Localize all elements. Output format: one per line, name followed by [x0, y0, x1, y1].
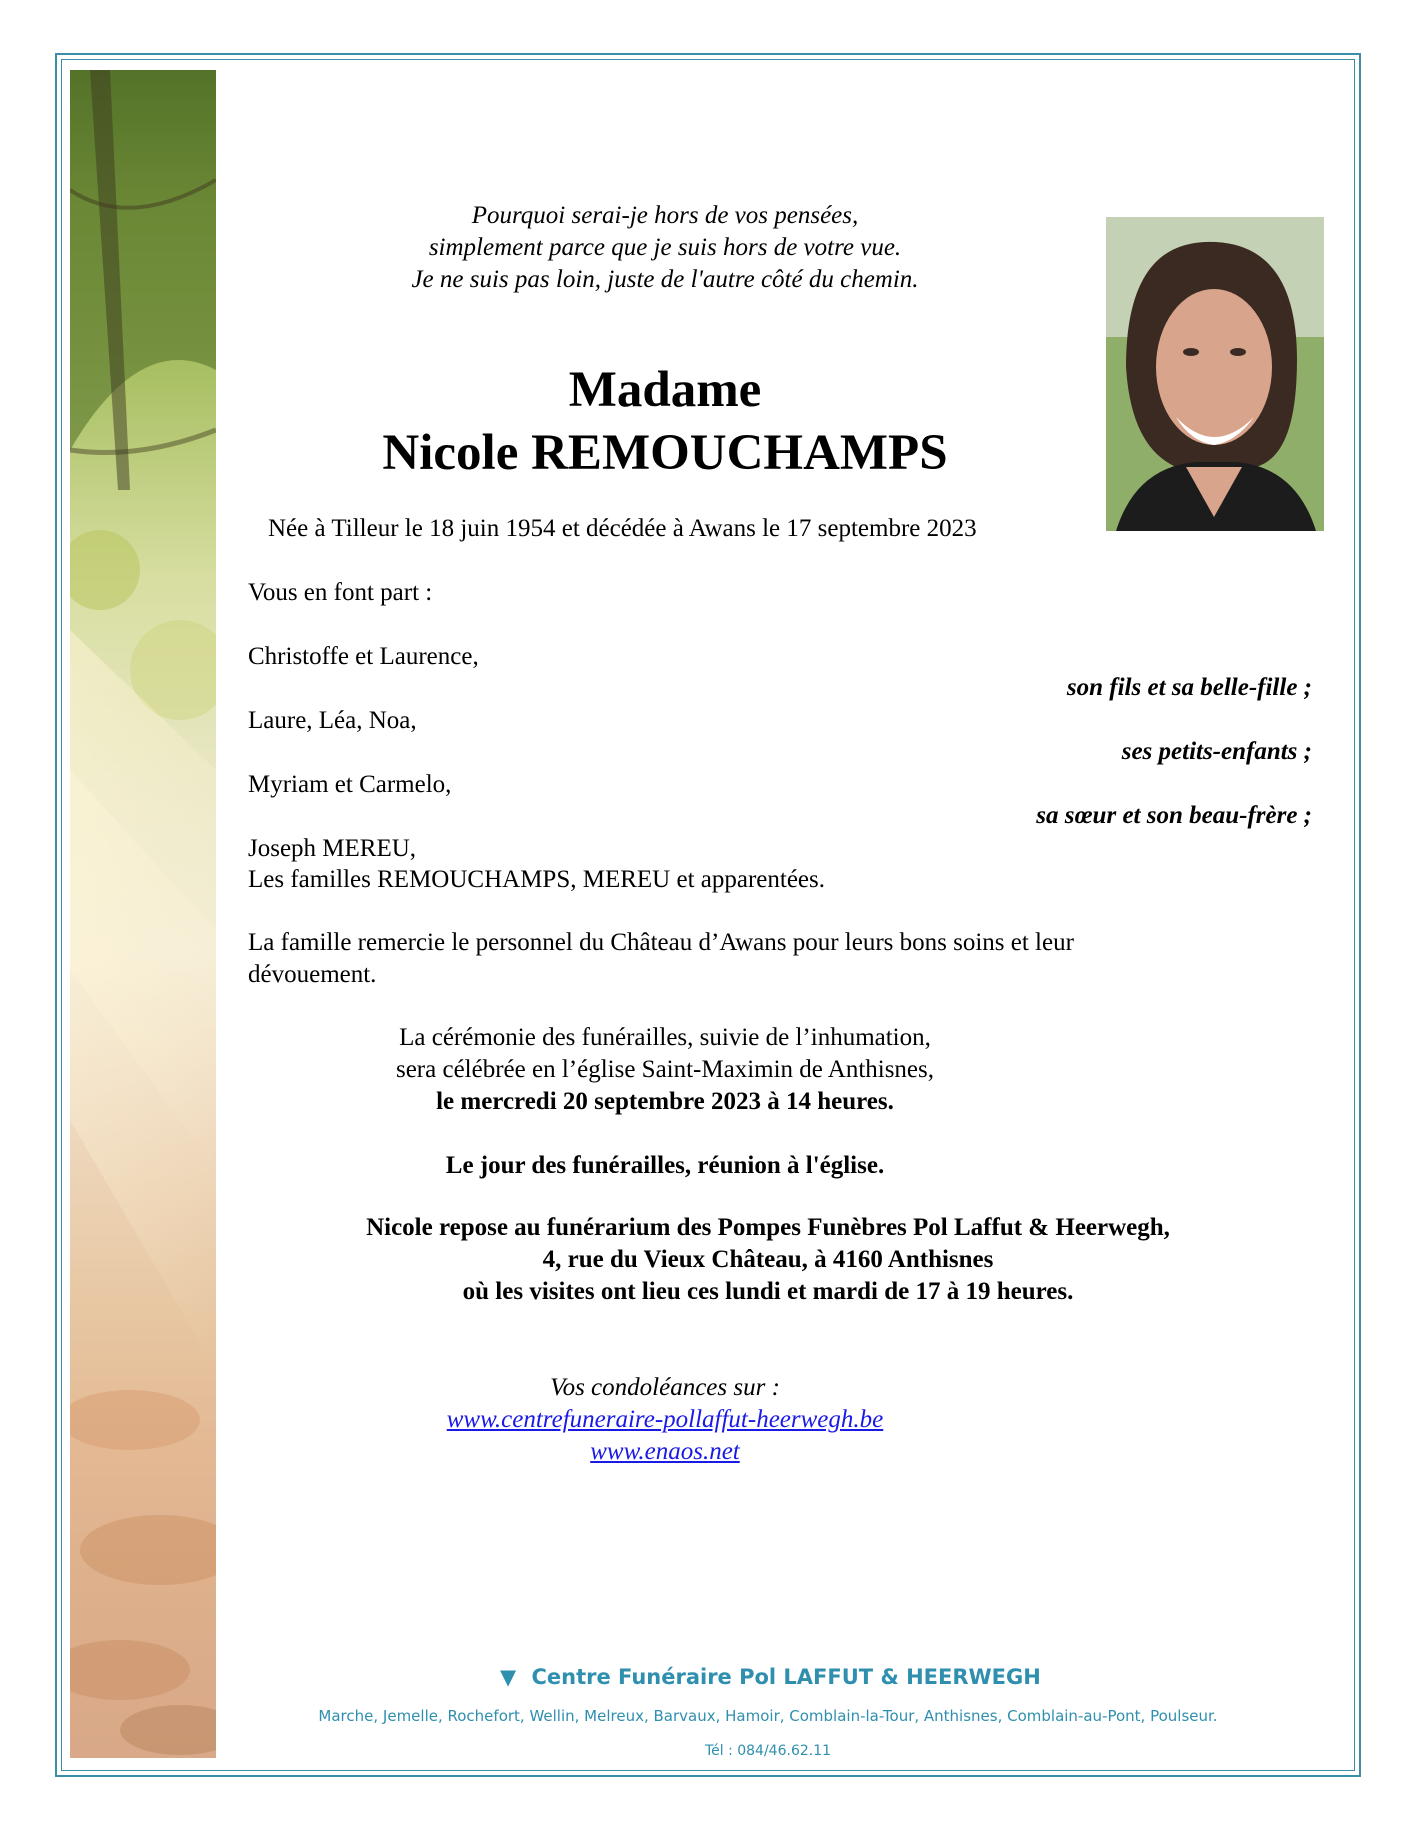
funerarium-details: [248, 1212, 1288, 1308]
condolences: [300, 1372, 1030, 1468]
ceremony-line: La cérémonie des funérailles, suivie de l’inhumation,: [399, 1024, 931, 1051]
funerarium-line: 4, rue du Vieux Château, à 4160 Anthisnes: [542, 1246, 994, 1273]
deceased-name: Nicole REMOUCHAMPS: [382, 425, 948, 481]
poem-line: Je ne suis pas loin, juste de l'autre côté du chemin.: [411, 266, 919, 293]
other-families: Les familles REMOUCHAMPS, MEREU et apparentées.: [248, 866, 826, 893]
family-names: Christoffe et Laurence,: [248, 643, 479, 670]
thanks-line: dévouement.: [248, 961, 377, 988]
condolences-label: Vos condoléances sur :: [550, 1374, 780, 1401]
funeral-home-label: Centre Funéraire Pol LAFFUT & HEERWEGH: [531, 1665, 1041, 1689]
ceremony-date: le mercredi 20 septembre 2023 à 14 heures.: [436, 1088, 894, 1115]
portrait-photo: [1106, 217, 1324, 531]
poem-line: Pourquoi serai-je hors de vos pensées,: [471, 202, 859, 229]
family-relation: son fils et sa belle-fille ;: [1066, 674, 1312, 701]
family-relation: sa sœur et son beau-frère ;: [1036, 802, 1312, 829]
family-relation: ses petits-enfants ;: [1121, 738, 1312, 765]
other-family-member: Joseph MEREU,: [248, 835, 417, 862]
forest-path-photo: [70, 70, 216, 1758]
funerarium-line: où les visites ont lieu ces lundi et mardi de 17 à 19 heures.: [462, 1278, 1074, 1305]
meeting-note: Le jour des funérailles, réunion à l'église.: [445, 1152, 885, 1179]
funeral-home-phone: Tél : 084/46.62.11: [704, 1743, 832, 1759]
deceased-title: Madame: [568, 362, 762, 418]
condolences-link-centrefuneraire[interactable]: www.centrefuneraire-pollaffut-heerwegh.be: [446, 1406, 884, 1433]
thanks-line: La famille remercie le personnel du Château d’Awans pour leurs bons soins et leur: [248, 929, 1074, 956]
deceased-dates: Née à Tilleur le 18 juin 1954 et décédée à Awans le 17 septembre 2023: [268, 515, 977, 542]
announcement-intro: Vous en font part :: [248, 579, 433, 606]
ceremony-details: [300, 1022, 1030, 1118]
poem-line: simplement parce que je suis hors de votre vue.: [428, 234, 902, 261]
ceremony-line: sera célébrée en l’église Saint-Maximin de Anthisnes,: [395, 1056, 935, 1083]
triangle-down-icon: ▼: [500, 1665, 517, 1689]
funeral-home-name: [500, 1665, 1060, 1689]
condolences-link-enaos[interactable]: www.enaos.net: [590, 1438, 740, 1465]
poem: [300, 200, 1030, 296]
funerarium-line: Nicole repose au funérarium des Pompes Funèbres Pol Laffut & Heerwegh,: [366, 1214, 1170, 1241]
family-names: Laure, Léa, Noa,: [248, 707, 417, 734]
family-names: Myriam et Carmelo,: [248, 771, 452, 798]
funeral-home-towns: Marche, Jemelle, Rochefort, Wellin, Melreux, Barvaux, Hamoir, Comblain-la-Tour, Anthisnes, Comblain-au-Pont, Poulseur.: [318, 1707, 1218, 1725]
